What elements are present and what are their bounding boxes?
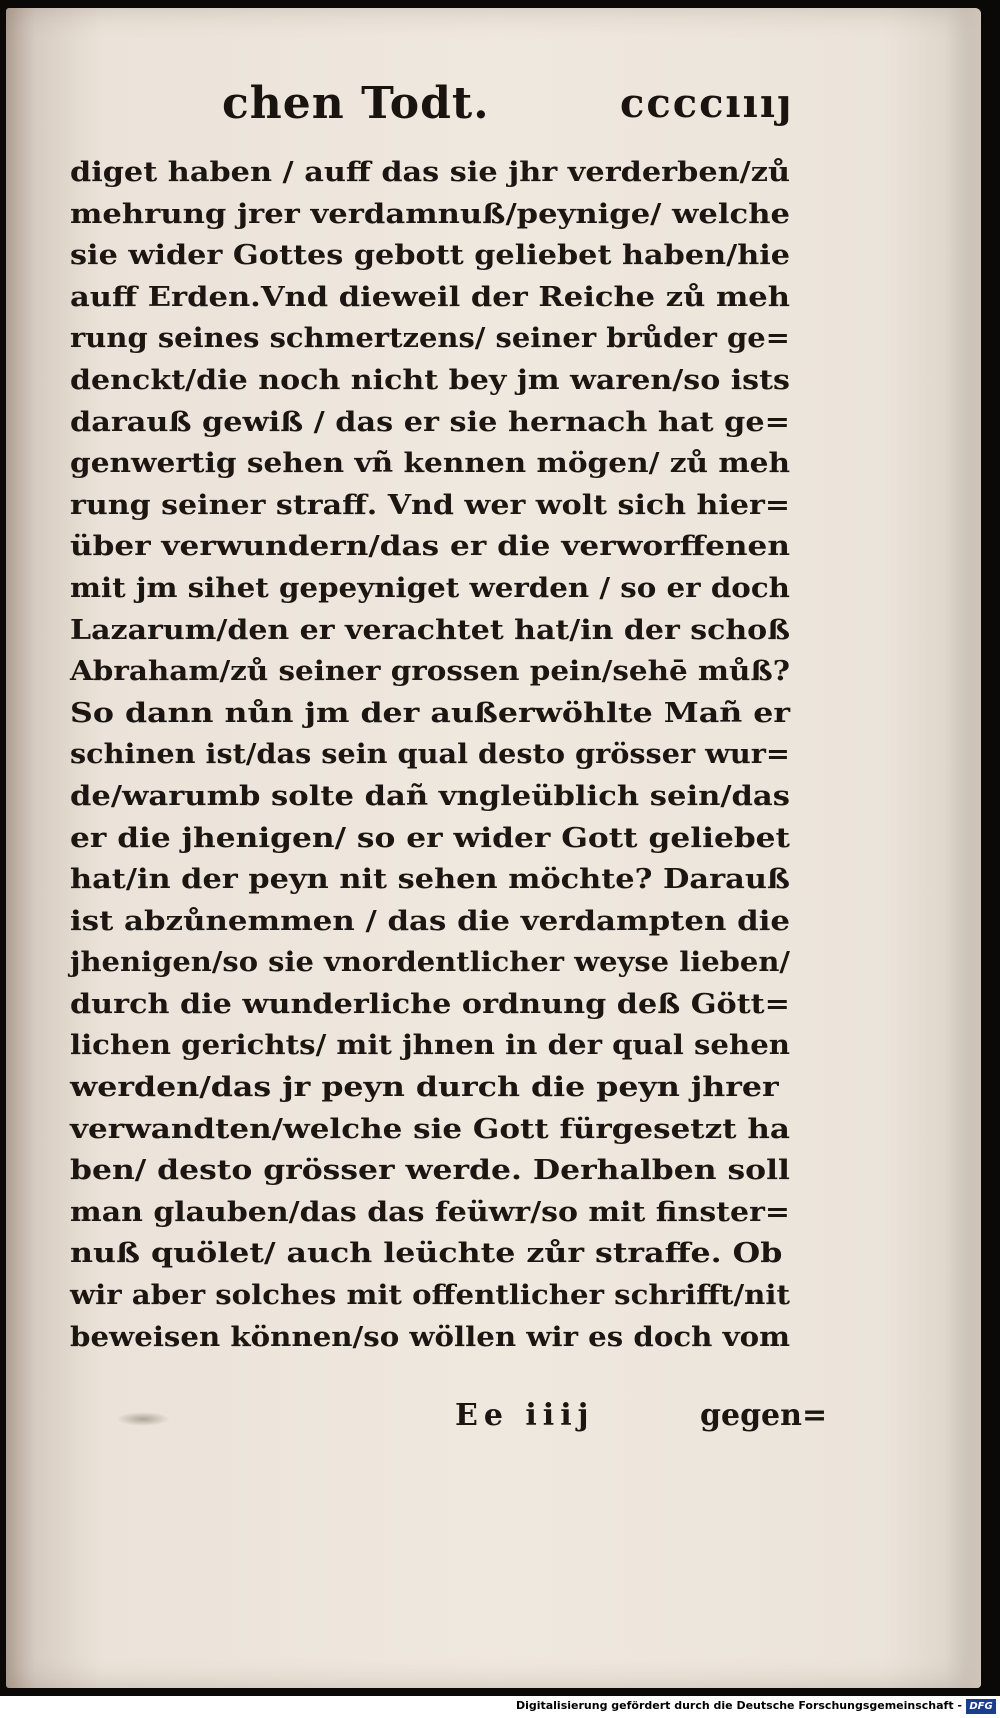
text-line: mit jm sihet gepeyniget werden / so er doch xyxy=(70,571,790,604)
text-line: ist abzůnemmen / das die verdampten die xyxy=(70,904,791,937)
text-line: verwandten/welche sie Gott fürgesetzt ha xyxy=(70,1112,790,1145)
body-text xyxy=(70,152,790,1358)
text-line: diget haben / auff das sie jhr verderben/zů xyxy=(70,156,791,188)
signature-mark: Ee iiij xyxy=(455,1398,595,1433)
text-line: man glauben/das das feüwr/so mit finster= xyxy=(70,1195,790,1228)
text-line: durch die wunderliche ordnung deß Gött= xyxy=(70,987,790,1020)
running-head: chen Todt. xyxy=(222,78,490,129)
text-line: schinen ist/das sein qual desto grösser wur= xyxy=(70,738,790,771)
credit-text: Digitalisierung gefördert durch die Deutsche Forschungsgemeinschaft - xyxy=(515,1699,962,1712)
text-line: rung seiner straff. Vnd wer wolt sich hier= xyxy=(70,488,791,521)
text-line: hat/in der peyn nit sehen möchte? Darauß xyxy=(70,863,791,896)
text-line: genwertig sehen vñ kennen mögen/ zů meh xyxy=(70,447,790,480)
folio-number: ccccıııȷ xyxy=(620,80,794,127)
page-header xyxy=(0,78,1000,148)
text-line: So dann nůn jm der außerwöhlte Mañ er xyxy=(70,696,791,729)
text-line: Abraham/zů seiner grossen pein/sehē můß? xyxy=(70,655,790,688)
catchword: gegen= xyxy=(700,1398,828,1433)
text-line: darauß gewiß / das er sie hernach hat ge= xyxy=(70,405,791,438)
text-line: auff Erden.Vnd dieweil der Reiche zů meh xyxy=(70,280,790,313)
text-line: über verwundern/das er die verworffenen xyxy=(70,530,790,563)
page-foot xyxy=(0,1398,1000,1448)
text-line: wir aber solches mit offentlicher schrifft/nit xyxy=(70,1279,790,1312)
text-line: werden/das jr peyn durch die peyn jhrer xyxy=(70,1071,779,1104)
text-line: denckt/die noch nicht bey jm waren/so ists xyxy=(70,363,790,396)
text-line: de/warumb solte dañ vngleüblich sein/das xyxy=(70,779,790,812)
text-line: lichen gerichts/ mit jhnen in der qual sehen xyxy=(70,1029,791,1062)
text-line: jhenigen/so sie vnordentlicher weyse lieben/ xyxy=(70,946,791,979)
text-line: Lazarum/den er verachtet hat/in der schoß xyxy=(70,613,791,646)
dfg-logo: DFG xyxy=(966,1699,996,1714)
text-line: ben/ desto grösser werde. Derhalben soll xyxy=(70,1154,790,1187)
text-line: sie wider Gottes gebott geliebet haben/hie xyxy=(70,239,791,272)
text-line: rung seines schmertzens/ seiner brůder ge= xyxy=(70,322,790,355)
text-line: mehrung jrer verdamnuß/peynige/ welche xyxy=(70,197,790,230)
digitization-credit-bar xyxy=(0,1696,1000,1718)
text-line: beweisen können/so wöllen wir es doch vom xyxy=(70,1320,791,1353)
text-line: nuß quölet/ auch leüchte zůr straffe. Ob xyxy=(70,1237,783,1270)
text-line: er die jhenigen/ so er wider Gott geliebet xyxy=(70,821,791,854)
